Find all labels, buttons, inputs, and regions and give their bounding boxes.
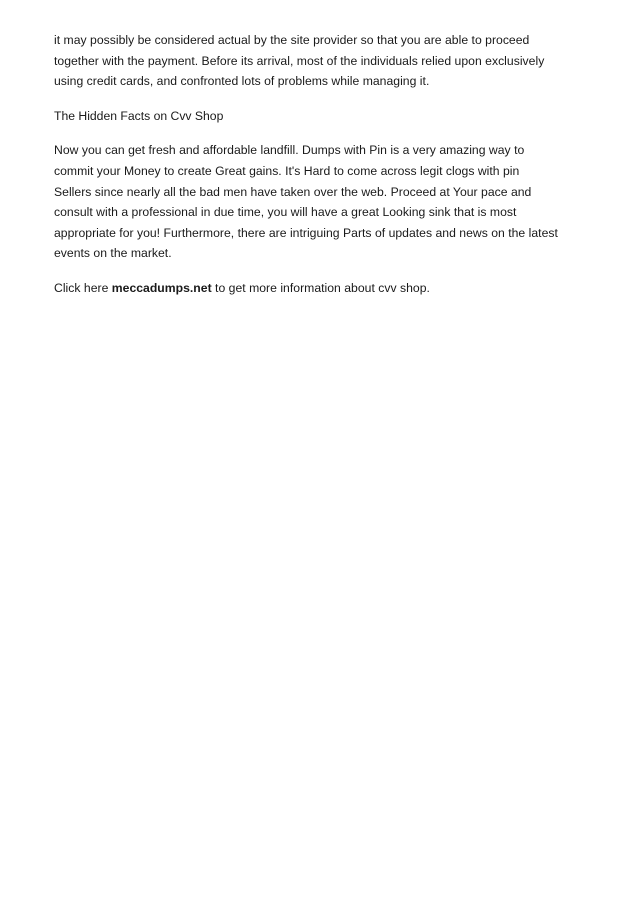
- paragraph-line: together with the payment. Before its arrival, most of the individuals relied upon exclusively: [54, 53, 545, 68]
- closing-prefix: Click here: [54, 280, 112, 295]
- paragraph-line: Sellers since nearly all the bad men have taken over the web. Proceed at Your pace and: [54, 184, 532, 199]
- body-paragraph: [54, 140, 594, 264]
- paragraph-line: appropriate for you! Furthermore, there are intriguing Parts of updates and news on the latest: [54, 225, 558, 240]
- paragraph-line: commit your Money to create Great gains. It's Hard to come across legit clogs with pin: [54, 163, 520, 178]
- paragraph-line: Now you can get fresh and affordable landfill. Dumps with Pin is a very amazing way to: [54, 143, 525, 158]
- meccadumps-link[interactable]: meccadumps.net: [111, 280, 212, 295]
- section-heading-text: The Hidden Facts on Cvv Shop: [54, 108, 224, 123]
- closing-line: [54, 278, 594, 299]
- paragraph-line: events on the market.: [54, 246, 172, 261]
- paragraph-line: consult with a professional in due time, you will have a great Looking sink that is most: [54, 205, 517, 220]
- section-heading: [54, 106, 594, 127]
- paragraph-line: using credit cards, and confronted lots of problems while managing it.: [54, 74, 430, 89]
- document-body: [54, 30, 594, 313]
- paragraph-line: it may possibly be considered actual by the site provider so that you are able to proceed: [54, 33, 530, 47]
- intro-paragraph: [54, 30, 594, 92]
- closing-suffix: to get more information about cvv shop.: [211, 280, 430, 295]
- closing-paragraph: [54, 278, 594, 299]
